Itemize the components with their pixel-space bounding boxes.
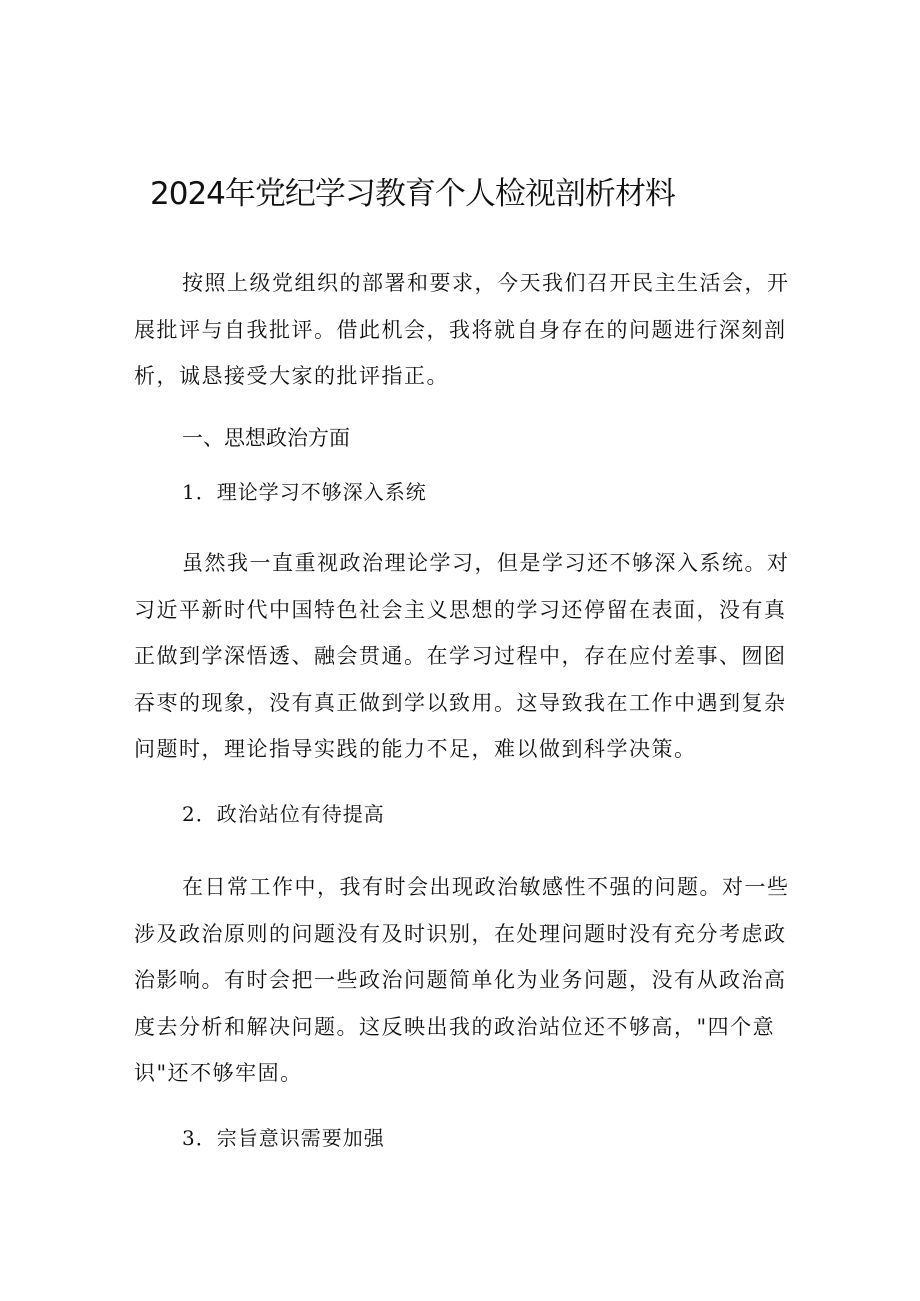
intro-paragraph: 按照上级党组织的部署和要求，今天我们召开民主生活会，开展批评与自我批评。借此机会，我将就自身存在的问题进行深刻剖析，诚恳接受大家的批评指正。 <box>134 271 790 388</box>
item-3-title: 3．宗旨意识需要加强 <box>182 1126 385 1150</box>
item-1-paragraph: 虽然我一直重视政治理论学习，但是学习还不够深入系统。对习近平新时代中国特色社会主义思想的学习还停留在表面，没有真正做到学深悟透、融会贯通。在学习过程中，存在应付差事、囫囵吞枣的现象，没有真正做到学以致用。这导致我在工作中遇到复杂问题时，理论指导实践的能力不足，难以做到科学决策。 <box>134 551 790 761</box>
section-heading-ideology-politics: 一、思想政治方面 <box>182 426 350 450</box>
item-1-title: 1．理论学习不够深入系统 <box>182 480 427 504</box>
document-title: 2024年党纪学习教育个人检视剖析材料 <box>150 176 675 212</box>
item-2-paragraph: 在日常工作中，我有时会出现政治敏感性不强的问题。对一些涉及政治原则的问题没有及时识别，在处理问题时没有充分考虑政治影响。有时会把一些政治问题简单化为业务问题，没有从政治高度去分析和解决问题。这反映出我的政治站位还不够高，"四个意识"还不够牢固。 <box>134 875 790 1085</box>
item-2-title: 2．政治站位有待提高 <box>182 802 385 826</box>
